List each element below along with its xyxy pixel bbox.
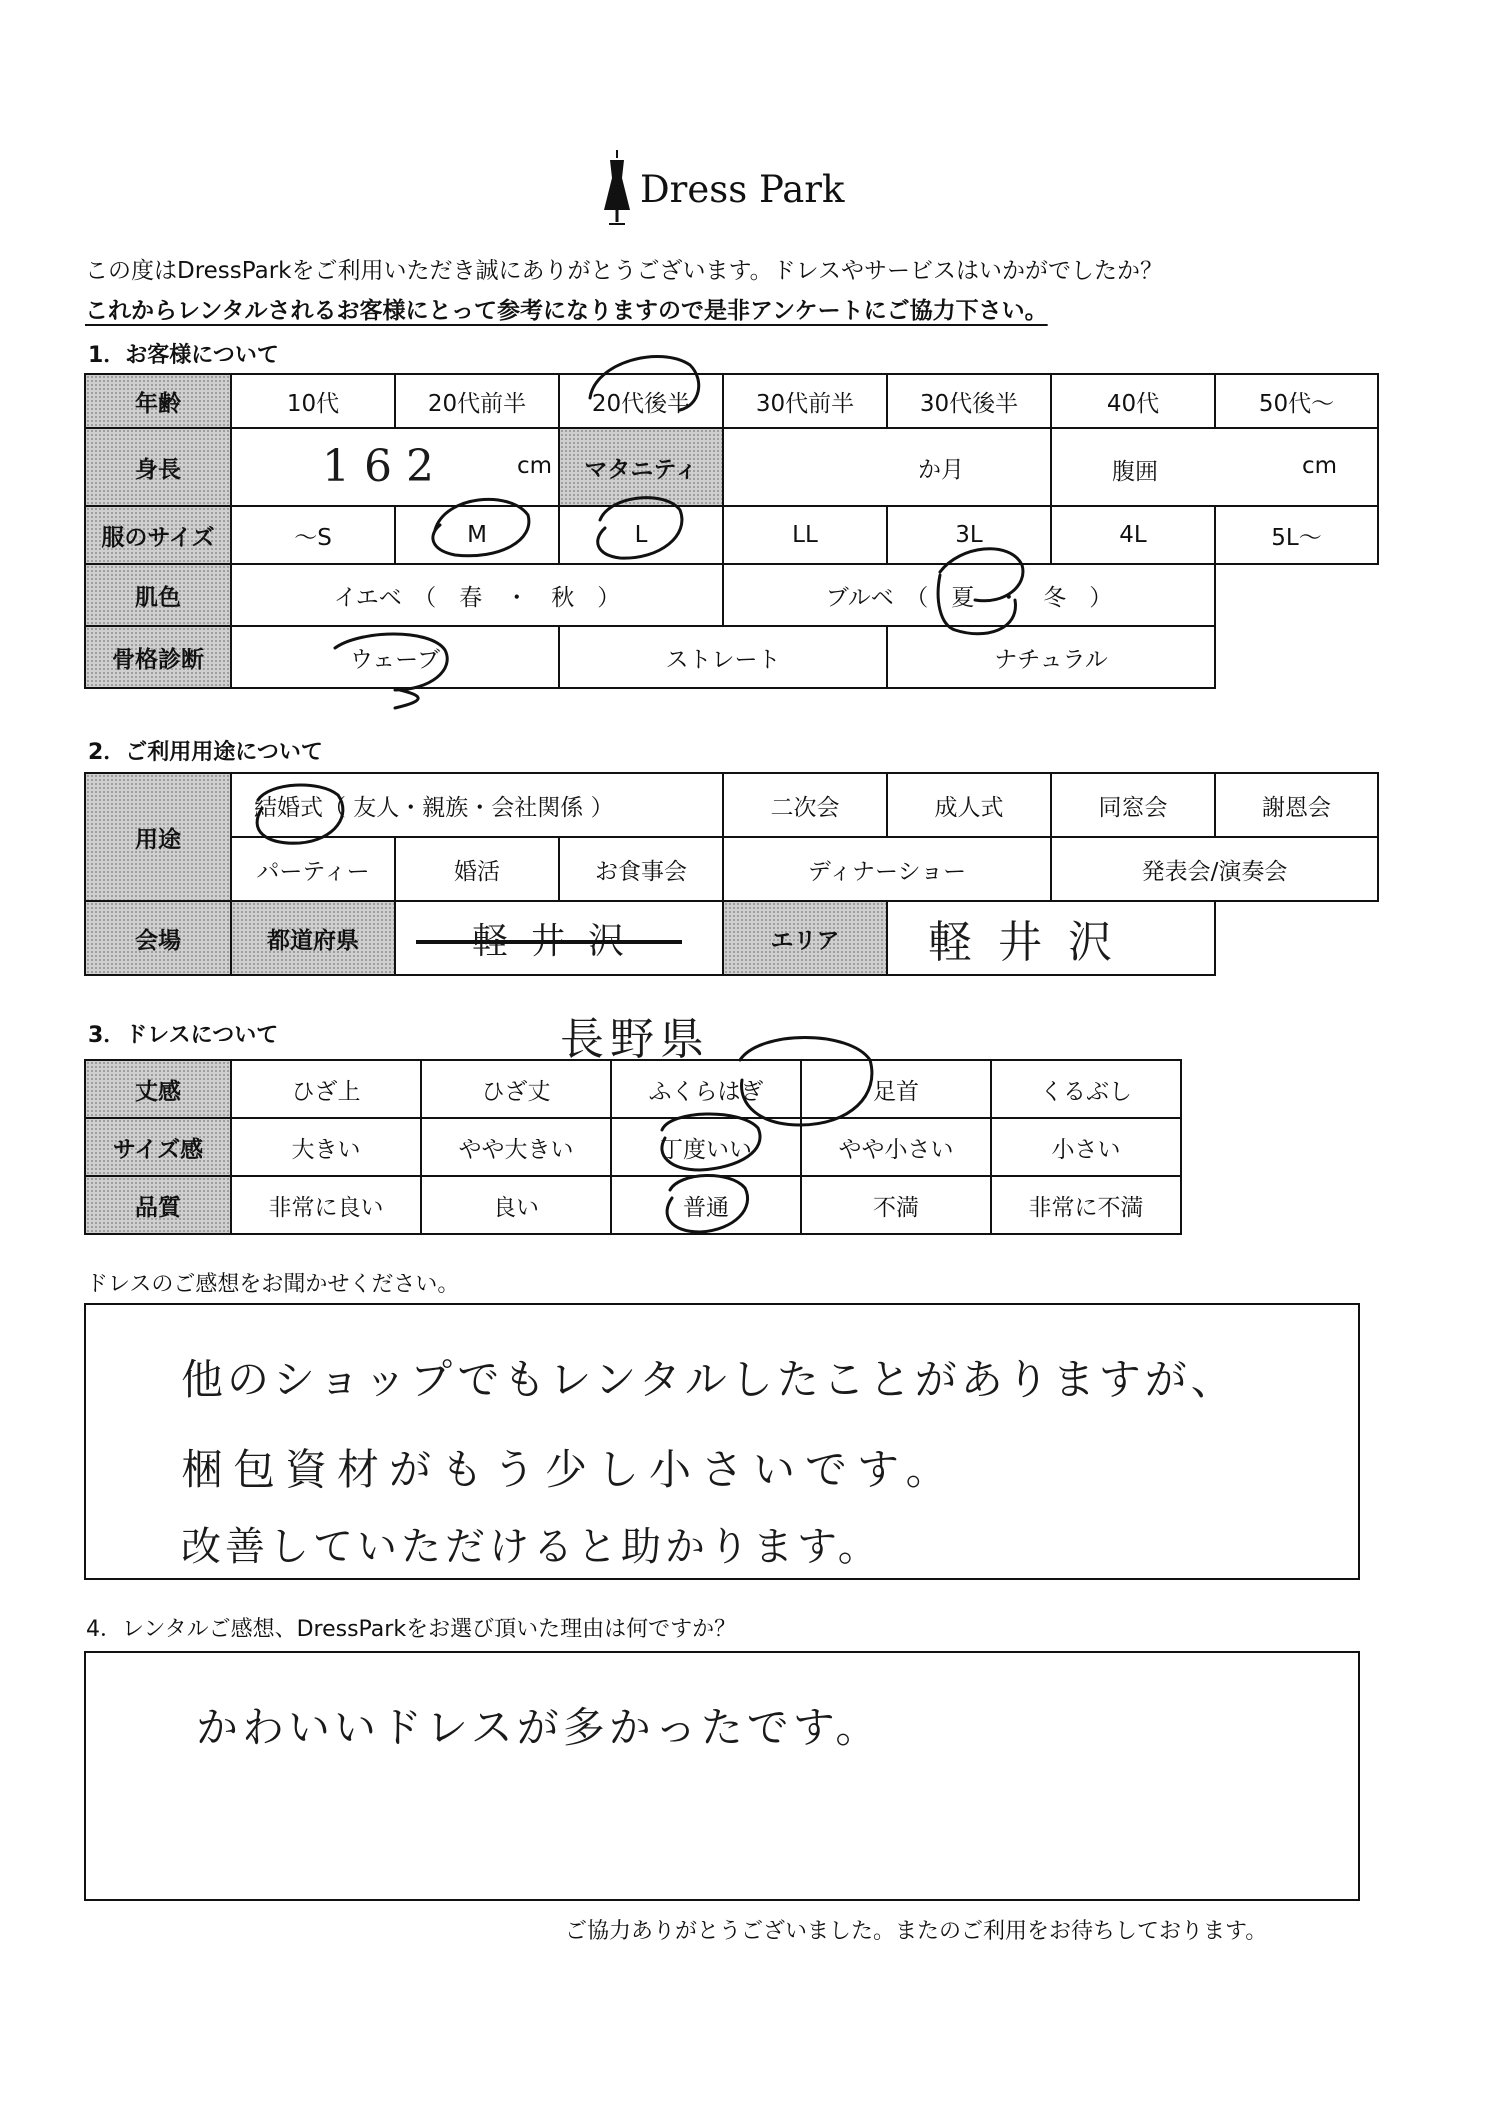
- usage-wedding[interactable]: [231, 773, 723, 837]
- length-option[interactable]: くるぶし: [991, 1060, 1181, 1118]
- usage-option[interactable]: パーティー: [231, 837, 395, 901]
- length-option[interactable]: 足首: [801, 1060, 991, 1118]
- usage-option[interactable]: 成人式: [887, 773, 1051, 837]
- usage-option[interactable]: お食事会: [559, 837, 723, 901]
- prefecture-field[interactable]: [395, 901, 723, 975]
- skeleton-option[interactable]: ナチュラル: [887, 626, 1215, 688]
- height-value: 162: [322, 441, 448, 492]
- usage-option[interactable]: 謝恩会: [1215, 773, 1378, 837]
- quality-option[interactable]: 良い: [421, 1176, 611, 1234]
- length-option[interactable]: ひざ上: [231, 1060, 421, 1118]
- age-option[interactable]: 20代後半: [559, 374, 723, 428]
- prefecture-crossed: 軽井沢: [471, 920, 646, 962]
- size-option[interactable]: 〜S: [231, 506, 395, 564]
- fit-option[interactable]: やや大きい: [421, 1118, 611, 1176]
- height-cell[interactable]: [231, 428, 559, 506]
- age-option[interactable]: 20代前半: [395, 374, 559, 428]
- quality-label: 品質: [85, 1176, 231, 1234]
- size-option[interactable]: LL: [723, 506, 887, 564]
- comment-prompt: ドレスのご感想をお聞かせください。: [86, 1272, 460, 1297]
- customer-table: [84, 373, 1379, 689]
- skin-label: 肌色: [85, 564, 231, 626]
- skeleton-option[interactable]: ストレート: [559, 626, 887, 688]
- usage-option[interactable]: 婚活: [395, 837, 559, 901]
- skeleton-label: 骨格診断: [85, 626, 231, 688]
- usage-option[interactable]: 発表会/演奏会: [1051, 837, 1378, 901]
- comment-line: 改善していただけると助かります。: [181, 1524, 882, 1570]
- age-option[interactable]: 40代: [1051, 374, 1215, 428]
- fit-option[interactable]: 小さい: [991, 1118, 1181, 1176]
- empty-cell: [1215, 626, 1378, 688]
- waist-label: 腹囲: [1112, 459, 1158, 485]
- comment-line: 他のショップでもレンタルしたことがありますが、: [181, 1355, 1237, 1404]
- usage-option[interactable]: ディナーショー: [723, 837, 1051, 901]
- length-label: 丈感: [85, 1060, 231, 1118]
- comment-box[interactable]: [84, 1303, 1360, 1580]
- empty-cell: [1215, 564, 1378, 626]
- strike-line: [416, 940, 682, 944]
- fit-option[interactable]: 丁度いい: [611, 1118, 801, 1176]
- maternity-months[interactable]: か月: [723, 428, 1051, 506]
- usage-table: [84, 772, 1379, 976]
- usage-option[interactable]: 二次会: [723, 773, 887, 837]
- quality-option[interactable]: 普通: [611, 1176, 801, 1234]
- reason-answer: かわいいドレスが多かったです。: [196, 1703, 882, 1752]
- section2-title: 2．ご利用用途について: [88, 740, 323, 765]
- waist-unit: cm: [1301, 453, 1337, 479]
- dresspark-logo: [600, 148, 860, 228]
- area-field[interactable]: [887, 901, 1215, 975]
- blue-sep: ・: [997, 584, 1021, 611]
- age-option[interactable]: 30代後半: [887, 374, 1051, 428]
- skeleton-option[interactable]: ウェーブ: [231, 626, 559, 688]
- quality-option[interactable]: 非常に良い: [231, 1176, 421, 1234]
- maternity-label: マタニティ: [559, 428, 723, 506]
- length-option[interactable]: ひざ丈: [421, 1060, 611, 1118]
- quality-option[interactable]: 非常に不満: [991, 1176, 1181, 1234]
- usage-option[interactable]: 同窓会: [1051, 773, 1215, 837]
- skin-blue-base[interactable]: [723, 564, 1215, 626]
- intro-request: これからレンタルされるお客様にとって参考になりますので是非アンケートにご協力下さい。: [85, 298, 1048, 324]
- area-value: 軽井沢: [928, 917, 1138, 968]
- waist-cell[interactable]: [1051, 428, 1378, 506]
- height-unit: cm: [516, 453, 552, 479]
- skin-yellow-base[interactable]: イエベ （ 春 ・ 秋 ）: [231, 564, 723, 626]
- blue-base-label: ブルベ: [825, 584, 894, 611]
- dress-icon: [600, 148, 634, 228]
- wedding-label: 結婚式: [254, 794, 323, 821]
- fit-option[interactable]: 大きい: [231, 1118, 421, 1176]
- closing-text: ご協力ありがとうございました。またのご利用をお待ちしております。: [565, 1919, 1268, 1944]
- size-label: 服のサイズ: [85, 506, 231, 564]
- reason-box[interactable]: [84, 1651, 1360, 1901]
- dress-table: [84, 1059, 1182, 1235]
- prefecture-handwritten: 長野県: [560, 1014, 710, 1065]
- fit-label: サイズ感: [85, 1118, 231, 1176]
- usage-label: 用途: [85, 773, 231, 901]
- wedding-detail: （ 友人・親族・会社関係 ）: [323, 794, 614, 821]
- comment-line: 梱包資材がもう少し小さいです。: [181, 1445, 958, 1494]
- size-option[interactable]: L: [559, 506, 723, 564]
- age-label: 年齢: [85, 374, 231, 428]
- venue-label: 会場: [85, 901, 231, 975]
- skin-winter[interactable]: 冬: [1043, 584, 1067, 611]
- skin-summer[interactable]: 夏: [951, 584, 975, 611]
- age-option[interactable]: 10代: [231, 374, 395, 428]
- section3-title: 3．ドレスについて: [88, 1023, 279, 1048]
- section4-title: 4．レンタルご感想、DressParkをお選び頂いた理由は何ですか？: [86, 1617, 737, 1642]
- section1-title: 1．お客様について: [88, 343, 279, 368]
- intro-text: この度はDressParkをご利用いただき誠にありがとうございます。ドレスやサービスはいかがでしたか？: [85, 258, 1163, 284]
- empty-cell: [1215, 901, 1378, 975]
- brand-name: Dress Park: [640, 168, 845, 211]
- area-label: エリア: [723, 901, 887, 975]
- size-option[interactable]: 3L: [887, 506, 1051, 564]
- size-option[interactable]: 4L: [1051, 506, 1215, 564]
- length-option[interactable]: ふくらはぎ: [611, 1060, 801, 1118]
- fit-option[interactable]: やや小さい: [801, 1118, 991, 1176]
- age-option[interactable]: 50代〜: [1215, 374, 1378, 428]
- quality-option[interactable]: 不満: [801, 1176, 991, 1234]
- blue-close: ）: [1089, 584, 1113, 611]
- height-label: 身長: [85, 428, 231, 506]
- size-option[interactable]: 5L〜: [1215, 506, 1378, 564]
- blue-open: （: [916, 584, 929, 611]
- size-option[interactable]: M: [395, 506, 559, 564]
- age-option[interactable]: 30代前半: [723, 374, 887, 428]
- prefecture-label: 都道府県: [231, 901, 395, 975]
